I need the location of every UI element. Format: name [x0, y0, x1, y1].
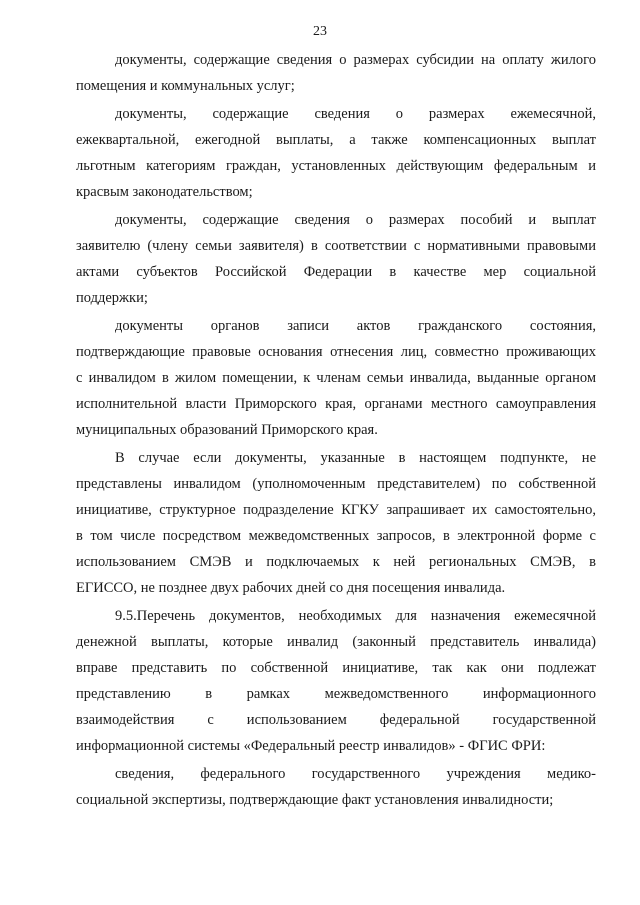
text-line: льготным категориям граждан, установленных действующим федеральным и — [76, 158, 596, 174]
text-line: представлению в рамках межведомственного информационного — [76, 686, 596, 702]
text-line: документы, содержащие сведения о размерах субсидии на оплату жилого — [115, 52, 596, 68]
text-line: ЕГИССО, не позднее двух рабочих дней со дня посещения инвалида. — [76, 580, 506, 596]
text-line: заявителю (члену семьи заявителя) в соответствии с нормативными правовыми — [76, 238, 596, 254]
text-line: вправе представить по собственной инициативе, так как они подлежат — [76, 660, 596, 676]
text-line: исполнительной власти Приморского края, органами местного самоуправления — [76, 396, 596, 412]
text-line: использованием СМЭВ и подключаемых к ней региональных СМЭВ, в — [76, 554, 596, 570]
text-line: сведения, федерального государственного учреждения медико- — [115, 766, 596, 782]
text-line: представлены инвалидом (уполномоченным представителем) по собственной — [76, 476, 596, 492]
text-line: денежной выплаты, которые инвалид (законный представитель инвалида) — [76, 634, 596, 650]
text-line: актами субъектов Российской Федерации в качестве мер социальной — [76, 264, 596, 280]
text-line: документы, содержащие сведения о размерах ежемесячной, — [115, 106, 596, 122]
text-line: документы, содержащие сведения о размерах пособий и выплат — [115, 212, 596, 228]
text-line: взаимодействия с использованием федеральной государственной — [76, 712, 596, 728]
text-line: социальной экспертизы, подтверждающие факт установления инвалидности; — [76, 792, 554, 808]
text-line: информационной системы «Федеральный реестр инвалидов» - ФГИС ФРИ: — [76, 738, 546, 754]
text-line: ежеквартальной, ежегодной выплаты, а также компенсационных выплат — [76, 132, 596, 148]
text-line: поддержки; — [76, 290, 148, 306]
text-line: с инвалидом в жилом помещении, к членам семьи инвалида, выданные органом — [76, 370, 596, 386]
page-number: 23 — [313, 24, 327, 39]
text-line: красвым законодательством; — [76, 184, 253, 200]
text-line: подтверждающие правовые основания отнесения лиц, совместно проживающих — [76, 344, 596, 360]
text-line: 9.5.Перечень документов, необходимых для назначения ежемесячной — [115, 608, 596, 624]
text-line: муниципальных образований Приморского края. — [76, 422, 378, 438]
text-line: инициативе, структурное подразделение КГКУ запрашивает их самостоятельно, — [76, 502, 596, 518]
text-line: в том числе посредством межведомственных запросов, в электронной форме с — [76, 528, 596, 544]
text-line: помещения и коммунальных услуг; — [76, 78, 295, 94]
text-line: документы органов записи актов гражданского состояния, — [115, 318, 596, 334]
text-line: В случае если документы, указанные в настоящем подпункте, не — [115, 450, 596, 466]
